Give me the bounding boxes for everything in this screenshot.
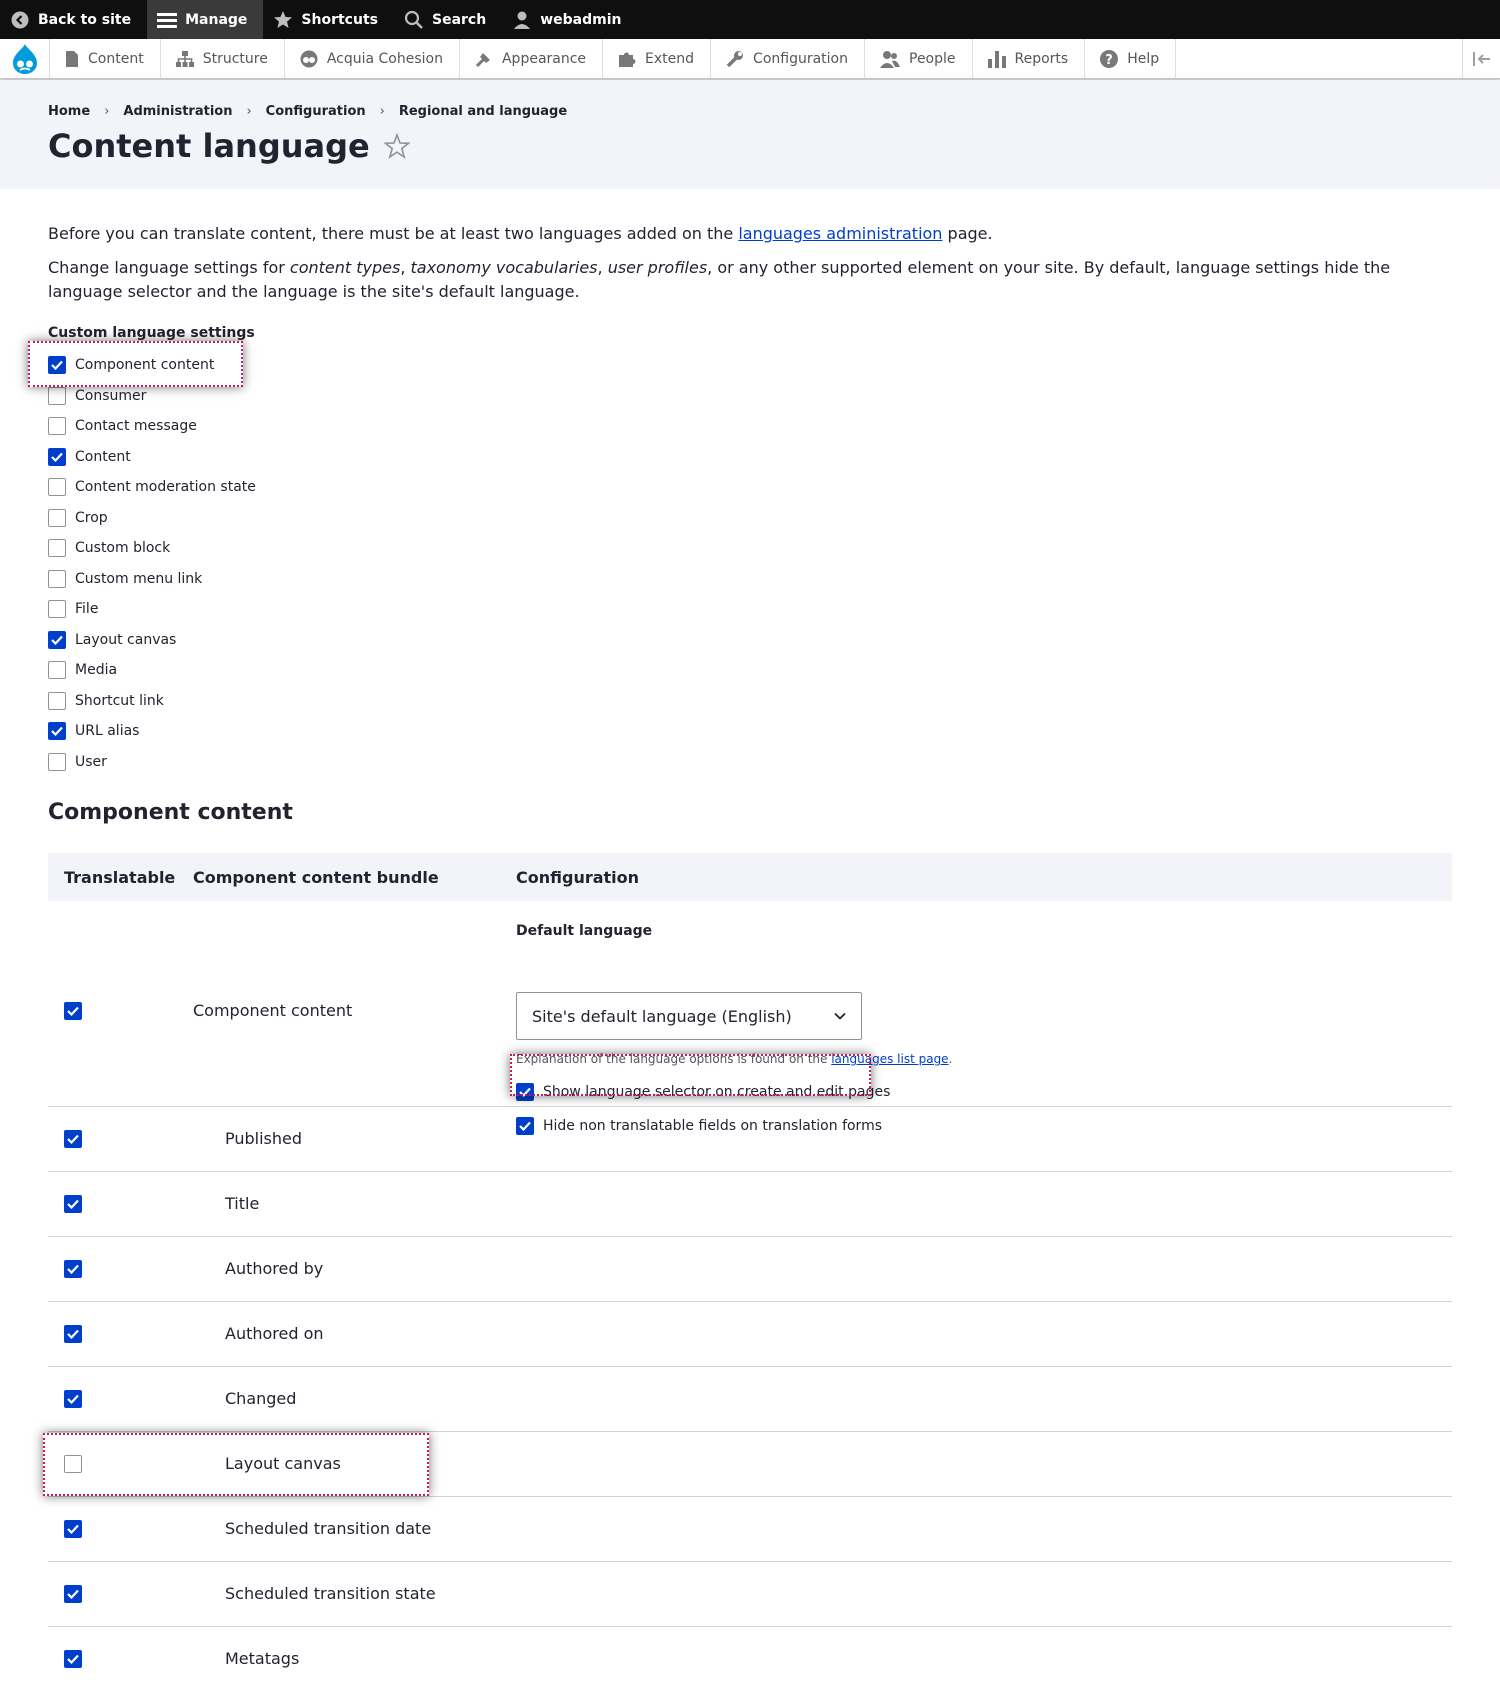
- language-setting-option[interactable]: [48, 655, 256, 686]
- checkmark-icon: [51, 452, 63, 462]
- bar-chart-icon: [987, 49, 1007, 69]
- language-setting-label: Custom menu link: [75, 570, 203, 587]
- search-label: Search: [431, 11, 487, 28]
- field-label: Authored by: [225, 1259, 324, 1278]
- field-translatable-checkbox[interactable]: [64, 1195, 82, 1213]
- breadcrumb-separator: ›: [104, 104, 110, 119]
- language-setting-option[interactable]: [48, 411, 256, 442]
- field-row: [48, 1627, 1452, 1689]
- language-setting-checkbox[interactable]: [48, 509, 66, 527]
- breadcrumb-administration[interactable]: Administration: [123, 104, 233, 119]
- show-language-selector-checkbox[interactable]: [516, 1083, 534, 1101]
- tray-item-help[interactable]: [1085, 39, 1176, 78]
- field-translatable-checkbox[interactable]: [64, 1260, 82, 1278]
- language-setting-checkbox[interactable]: [48, 722, 66, 740]
- checkmark-icon: [67, 1589, 79, 1599]
- page-header: [0, 80, 1500, 189]
- field-row: [48, 1367, 1452, 1432]
- language-setting-option[interactable]: [48, 442, 256, 473]
- language-setting-option[interactable]: [48, 381, 256, 412]
- collapse-left-icon: [1472, 51, 1492, 67]
- field-translatable-checkbox[interactable]: [64, 1650, 82, 1668]
- breadcrumb-home[interactable]: Home: [48, 104, 91, 119]
- tray-item-structure[interactable]: [161, 39, 285, 78]
- language-setting-label: Component content: [75, 357, 215, 374]
- tray-item-people-label: People: [909, 50, 956, 67]
- field-translatable-checkbox[interactable]: [64, 1520, 82, 1538]
- field-row: [48, 1302, 1452, 1367]
- back-to-site-label: Back to site: [38, 11, 132, 28]
- bundle-translatable-checkbox[interactable]: [64, 1002, 82, 1020]
- breadcrumb-configuration[interactable]: Configuration: [265, 104, 366, 119]
- bundle-row: [48, 901, 1452, 1134]
- tray-orientation-toggle[interactable]: [1462, 39, 1500, 78]
- drupal-drop-icon: [10, 43, 40, 75]
- puzzle-icon: [617, 49, 637, 69]
- tray-item-help-label: Help: [1127, 50, 1160, 67]
- admin-tray: [0, 39, 1500, 79]
- checkmark-icon: [51, 726, 63, 736]
- chevron-down-icon: [833, 1009, 847, 1023]
- field-row: [48, 1432, 1452, 1497]
- tray-item-content-label: Content: [88, 50, 144, 67]
- header-configuration: Configuration: [516, 867, 640, 887]
- language-setting-checkbox[interactable]: [48, 661, 66, 679]
- default-language-label: Default language: [516, 923, 653, 939]
- language-setting-label: Layout canvas: [75, 631, 177, 648]
- checkmark-icon: [67, 1654, 79, 1664]
- language-setting-option[interactable]: [48, 716, 256, 747]
- field-label: Changed: [225, 1389, 297, 1408]
- tray-item-appearance[interactable]: [460, 39, 603, 78]
- checkmark-icon: [67, 1329, 79, 1339]
- table-header: [48, 853, 1452, 901]
- language-setting-label: Consumer: [75, 387, 147, 404]
- back-arrow-icon: [10, 10, 30, 30]
- language-setting-label: Content moderation state: [75, 479, 256, 496]
- star-icon: [273, 10, 293, 30]
- breadcrumb-separator: ›: [246, 104, 252, 119]
- language-setting-option[interactable]: [48, 472, 256, 503]
- language-setting-option[interactable]: [48, 564, 256, 595]
- default-language-value: Site's default language (English): [532, 1006, 792, 1026]
- tray-item-acquia-cohesion[interactable]: [285, 39, 460, 78]
- svg-text:?: ?: [1105, 52, 1113, 68]
- user-tab[interactable]: [502, 0, 637, 39]
- language-setting-label: User: [75, 753, 107, 770]
- tray-item-appearance-label: Appearance: [501, 50, 587, 67]
- show-language-selector-option[interactable]: [516, 1083, 890, 1101]
- language-options-description: Explanation of the language options is found on the languages list page.: [516, 1052, 953, 1066]
- breadcrumb-separator: ›: [379, 104, 385, 119]
- tray-item-structure-label: Structure: [202, 50, 268, 67]
- field-label: Title: [225, 1194, 260, 1213]
- component-content-section-title: Component content: [48, 800, 293, 825]
- tray-item-reports-label: Reports: [1014, 50, 1069, 67]
- language-setting-checkbox[interactable]: [48, 631, 66, 649]
- custom-language-settings-title: Custom language settings: [48, 325, 255, 341]
- language-setting-checkbox[interactable]: [48, 692, 66, 710]
- breadcrumb-regional-language[interactable]: Regional and language: [398, 104, 568, 119]
- tray-item-content[interactable]: [50, 39, 161, 78]
- language-setting-option[interactable]: [48, 503, 256, 534]
- hamburger-icon: [157, 10, 177, 30]
- manage-label: Manage: [185, 11, 248, 28]
- tray-item-extend-label: Extend: [645, 50, 695, 67]
- checkmark-icon: [67, 1264, 79, 1274]
- custom-language-settings-list: [48, 350, 256, 777]
- intro-paragraph-1: Before you can translate content, there must be at least two languages added on the languages administration page.: [48, 224, 993, 243]
- user-label: webadmin: [540, 11, 622, 28]
- breadcrumb: [48, 104, 567, 119]
- checkmark-icon: [67, 1006, 79, 1016]
- field-translatable-checkbox[interactable]: [64, 1585, 82, 1603]
- tray-item-extend[interactable]: [603, 39, 711, 78]
- field-row: [48, 1237, 1452, 1302]
- language-setting-option[interactable]: [48, 686, 256, 717]
- back-to-site-link[interactable]: [0, 0, 147, 39]
- help-icon: [1099, 49, 1119, 69]
- people-icon: [879, 49, 901, 69]
- language-setting-label: Content: [75, 448, 131, 465]
- field-label: Authored on: [225, 1324, 324, 1343]
- language-setting-checkbox[interactable]: [48, 478, 66, 496]
- field-translatable-checkbox[interactable]: [64, 1130, 82, 1148]
- language-setting-label: Contact message: [75, 418, 197, 435]
- field-row: [48, 1497, 1452, 1562]
- tray-item-configuration-label: Configuration: [753, 50, 848, 67]
- checkmark-icon: [67, 1394, 79, 1404]
- show-language-selector-label: Show language selector on create and edit pages: [543, 1084, 891, 1100]
- field-translatable-checkbox[interactable]: [64, 1325, 82, 1343]
- field-label: Layout canvas: [225, 1454, 341, 1473]
- sitemap-icon: [175, 50, 195, 68]
- language-setting-label: File: [75, 601, 99, 618]
- language-setting-label: Crop: [75, 509, 108, 526]
- shortcuts-tab[interactable]: [263, 0, 394, 39]
- field-label: Scheduled transition date: [225, 1519, 432, 1538]
- intro-text: [48, 222, 1458, 314]
- header-translatable: Translatable: [64, 867, 176, 887]
- field-row: [48, 1107, 1452, 1172]
- field-row: [48, 1172, 1452, 1237]
- languages-admin-link[interactable]: languages administration: [738, 224, 943, 243]
- language-setting-checkbox[interactable]: [48, 600, 66, 618]
- tray-item-configuration[interactable]: [711, 39, 865, 78]
- language-setting-checkbox[interactable]: [48, 539, 66, 557]
- intro-paragraph-2: Change language settings for content types, taxonomy vocabularies, user profiles, or any other supported element on your site. By default, language settings hide the language selector and the language is the site's default language.: [48, 258, 1391, 301]
- page-title-row: [48, 127, 410, 165]
- user-icon: [512, 10, 532, 30]
- drupal-logo[interactable]: [0, 39, 50, 78]
- language-setting-option[interactable]: [48, 625, 256, 656]
- language-setting-label: URL alias: [75, 723, 140, 740]
- language-setting-label: Shortcut link: [75, 692, 164, 709]
- language-setting-label: Media: [75, 662, 118, 679]
- wrench-icon: [725, 49, 745, 69]
- language-setting-option[interactable]: [48, 533, 256, 564]
- languages-list-link[interactable]: languages list page: [831, 1052, 949, 1066]
- tray-item-acquia-cohesion-label: Acquia Cohesion: [326, 50, 443, 67]
- field-label: Metatags: [225, 1649, 300, 1668]
- cohesion-icon: [299, 49, 319, 69]
- tray-item-reports[interactable]: [973, 39, 1086, 78]
- manage-tab[interactable]: [147, 0, 263, 39]
- language-setting-option[interactable]: [48, 747, 256, 778]
- checkmark-icon: [67, 1134, 79, 1144]
- bundle-label: Component content: [193, 1001, 353, 1020]
- search-tab[interactable]: [394, 0, 502, 39]
- field-translatable-checkbox[interactable]: [64, 1390, 82, 1408]
- field-translatable-checkbox[interactable]: [64, 1455, 82, 1473]
- default-language-select[interactable]: [516, 992, 862, 1040]
- checkmark-icon: [67, 1199, 79, 1209]
- search-icon: [404, 10, 424, 30]
- tray-item-people[interactable]: [865, 39, 973, 78]
- language-setting-checkbox[interactable]: [48, 356, 66, 374]
- language-setting-label: Custom block: [75, 540, 171, 557]
- checkmark-icon: [51, 635, 63, 645]
- language-setting-checkbox[interactable]: [48, 753, 66, 771]
- hide-non-translatable-label: Hide non translatable fields on translation forms: [543, 1118, 883, 1134]
- paintbrush-icon: [474, 49, 494, 69]
- checkmark-icon: [51, 360, 63, 370]
- admin-toolbar: [0, 0, 1500, 39]
- language-setting-option[interactable]: [48, 594, 256, 625]
- field-label: Published: [225, 1129, 303, 1148]
- bundle-settings-table: [48, 853, 1452, 1689]
- language-setting-checkbox[interactable]: [48, 448, 66, 466]
- favorite-star-icon[interactable]: [384, 133, 410, 159]
- file-icon: [64, 50, 80, 68]
- field-rows: [48, 1107, 1452, 1689]
- language-setting-option[interactable]: [48, 350, 256, 381]
- field-row: [48, 1562, 1452, 1627]
- language-setting-checkbox[interactable]: [48, 417, 66, 435]
- header-bundle: Component content bundle: [193, 867, 439, 887]
- language-setting-checkbox[interactable]: [48, 570, 66, 588]
- field-label: Scheduled transition state: [225, 1584, 436, 1603]
- page-title: Content language: [48, 127, 370, 165]
- language-setting-checkbox[interactable]: [48, 387, 66, 405]
- shortcuts-label: Shortcuts: [301, 11, 378, 28]
- checkmark-icon: [519, 1087, 531, 1097]
- checkmark-icon: [67, 1524, 79, 1534]
